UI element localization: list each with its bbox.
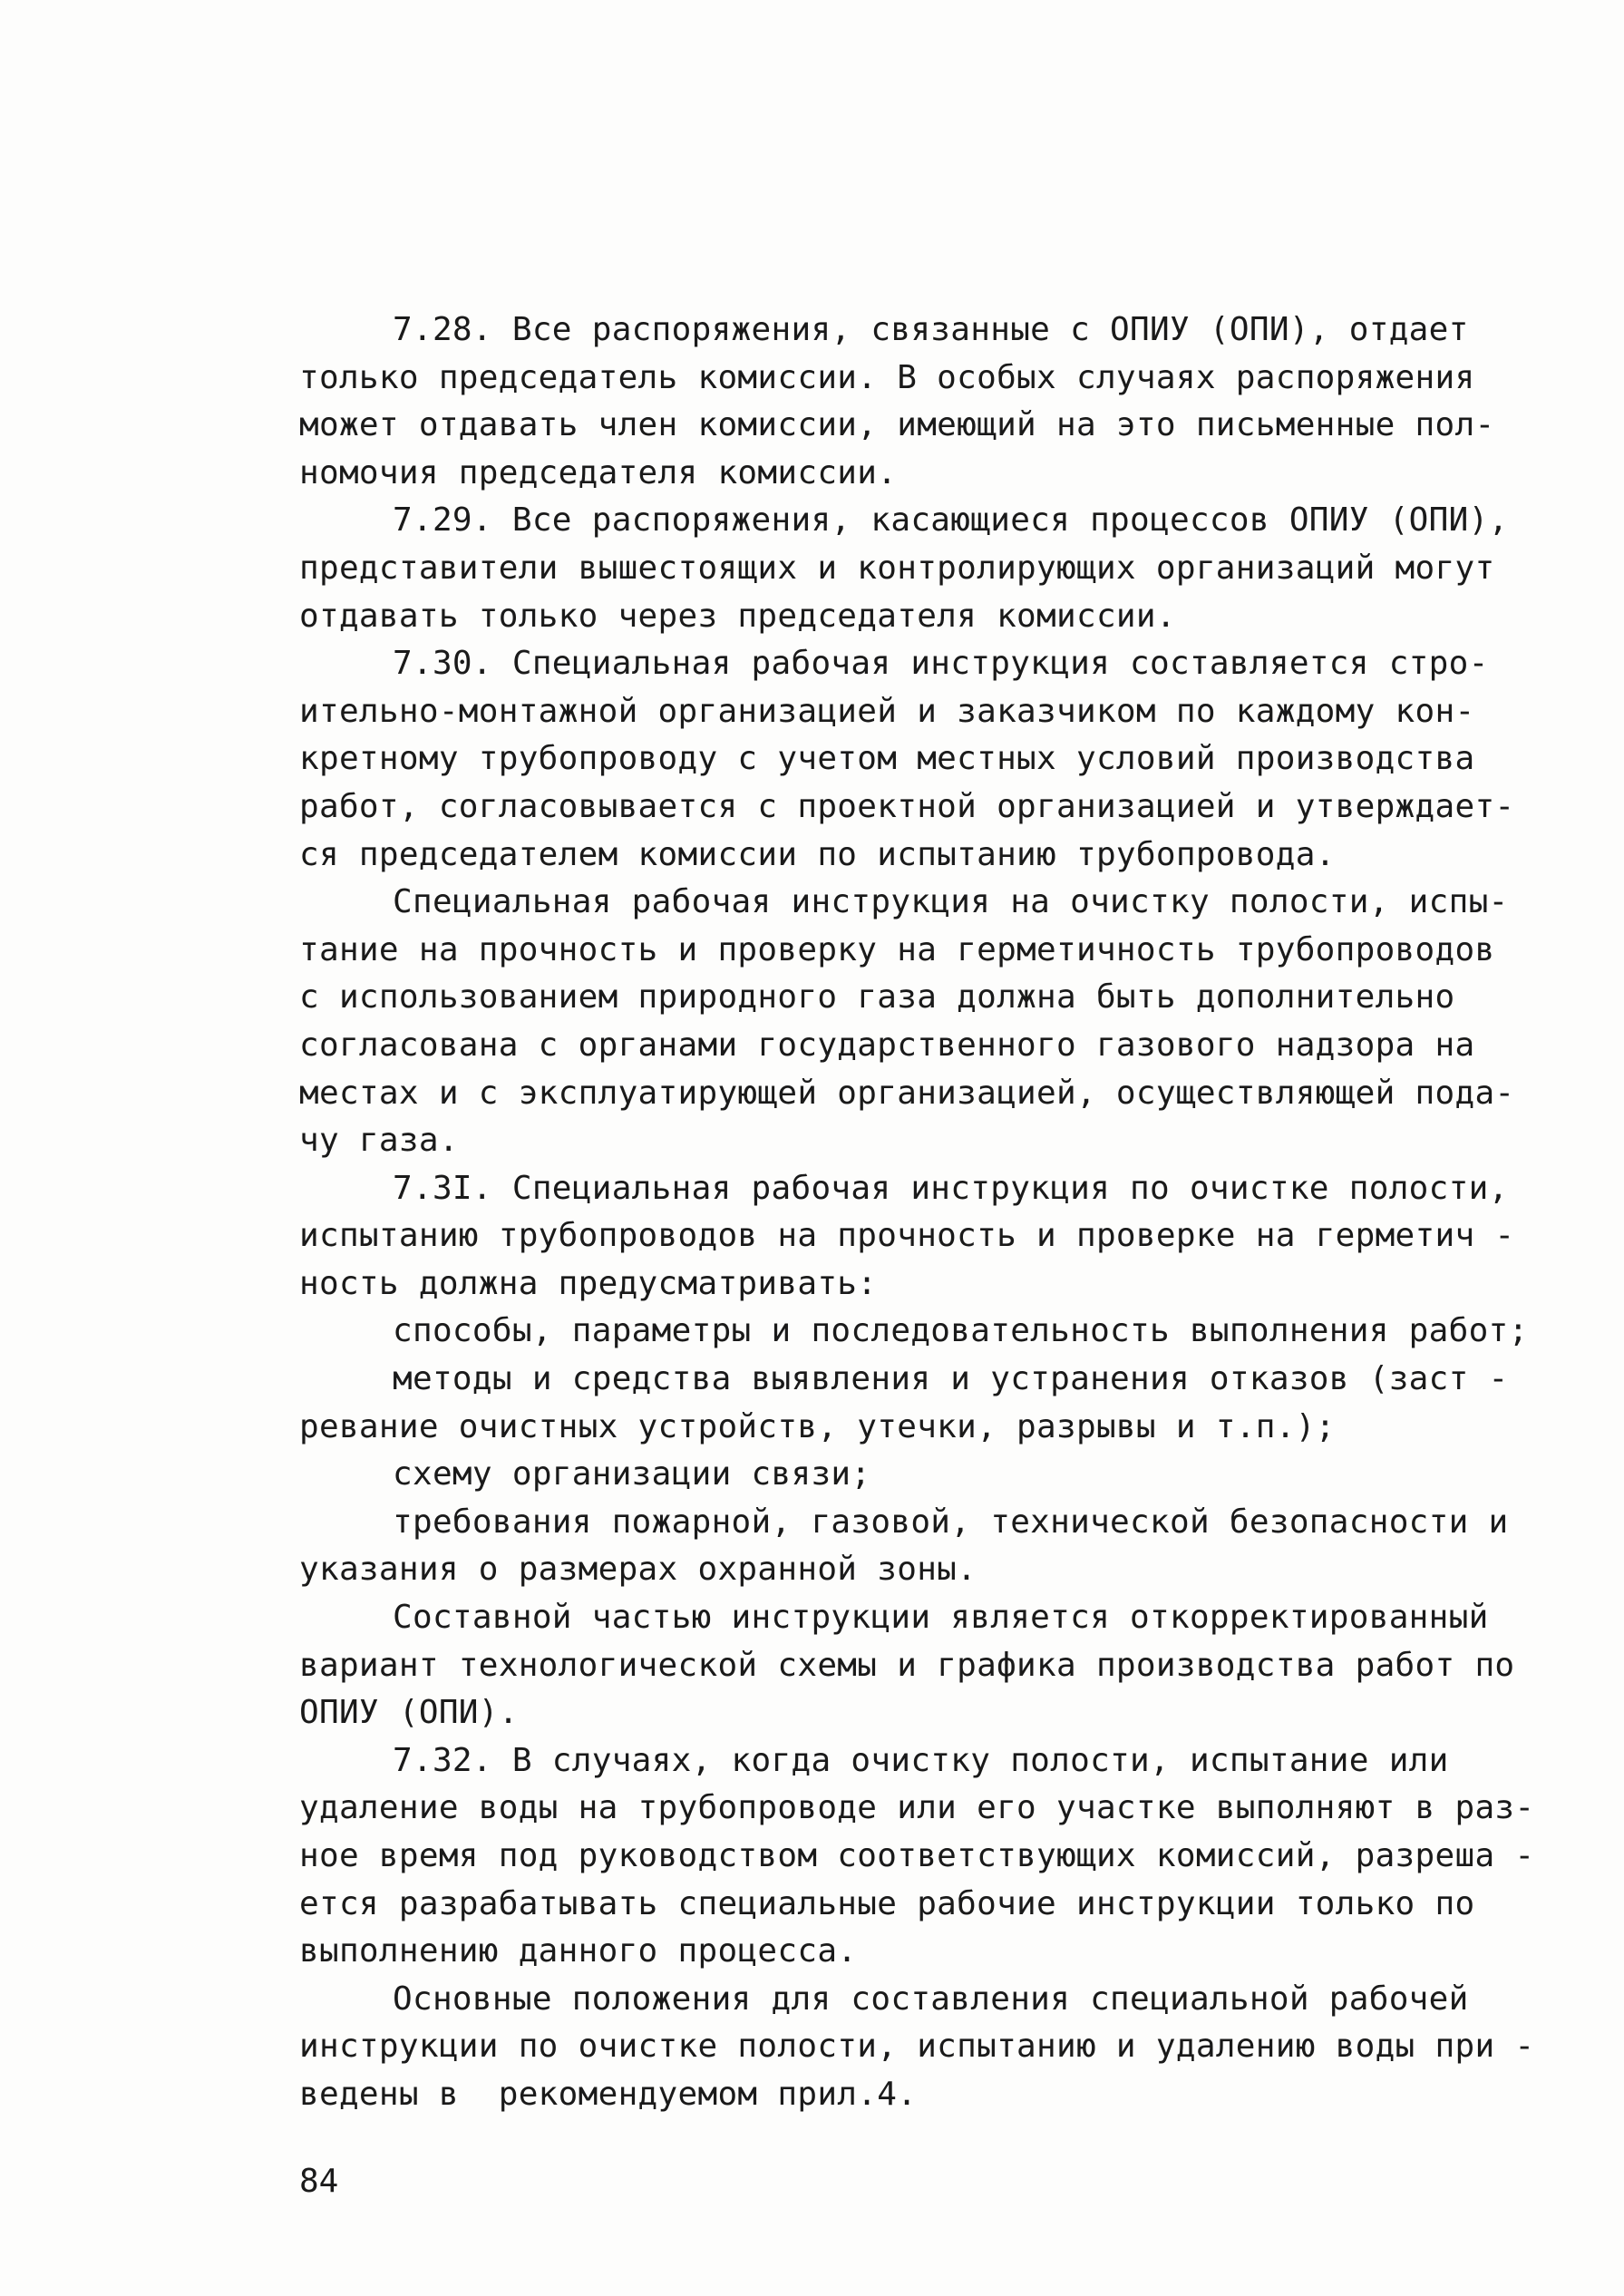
text-line: вариант технологической схемы и графика производства работ по (299, 1646, 1515, 1684)
text-line: отдавать только через председателя комиссии. (299, 597, 1176, 635)
text-line: 7.3I. Специальная рабочая инструкция по очистке полости, (393, 1169, 1509, 1207)
text-line: номочия председателя комиссии. (299, 453, 898, 491)
text-line: испытанию трубопроводов на прочность и проверке на герметич - (299, 1217, 1515, 1255)
text-line: может отдавать член комиссии, имеющий на это письменные пол- (299, 406, 1495, 444)
text-line: инструкции по очистке полости, испытанию и удалению воды при - (299, 2028, 1535, 2066)
text-line: работ, согласовывается с проектной организацией и утверждает- (299, 787, 1515, 825)
text-line: удаление воды на трубопроводе или его участке выполняют в раз- (299, 1789, 1535, 1827)
text-line: ревание очистных устройств, утечки, разрывы и т.п.); (299, 1407, 1336, 1445)
text-line: местах и с эксплуатирующей организацией, осуществляющей пода- (299, 1074, 1515, 1112)
text-line: 7.28. Все распоряжения, связанные с ОПИУ (ОПИ), отдает (393, 311, 1469, 348)
text-line: тание на прочность и проверку на герметичность трубопроводов (299, 930, 1495, 968)
text-line: Основные положения для составления специальной рабочей (393, 1980, 1469, 2018)
text-line: 7.32. В случаях, когда очистку полости, испытание или (393, 1741, 1449, 1779)
text-line: требования пожарной, газовой, технической безопасности и (393, 1503, 1509, 1541)
text-line: 7.30. Специальная рабочая инструкция составляется стро- (393, 645, 1489, 683)
text-line: представители вышестоящих и контролирующих организаций могут (299, 549, 1495, 587)
text-line: схему организации связи; (393, 1455, 871, 1493)
text-line: ведены в рекомендуемом прил.4. (299, 2075, 918, 2113)
text-line: выполнению данного процесса. (299, 1932, 858, 1970)
text-line: ется разрабатывать специальные рабочие инструкции только по (299, 1884, 1475, 1922)
text-line: ное время под руководством соответствующих комиссий, разреша - (299, 1837, 1535, 1874)
text-line: указания о размерах охранной зоны. (299, 1551, 977, 1589)
text-line: только председатель комиссии. В особых случаях распоряжения (299, 358, 1475, 396)
text-line: чу газа. (299, 1122, 459, 1160)
text-line: 7.29. Все распоряжения, касающиеся процессов ОПИУ (ОПИ), (393, 501, 1509, 540)
text-line: ОПИУ (ОПИ). (299, 1694, 519, 1732)
text-line: кретному трубопроводу с учетом местных условий производства (299, 740, 1475, 778)
text-line: с использованием природного газа должна быть дополнительно (299, 978, 1455, 1017)
text-line: способы, параметры и последовательность выполнения работ; (393, 1312, 1529, 1350)
text-line: методы и средства выявления и устранения отказов (заст - (393, 1360, 1509, 1398)
page-number: 84 (299, 2163, 339, 2200)
document-body (299, 306, 1535, 2119)
text-line: ность должна предусматривать: (299, 1264, 878, 1302)
text-line: согласована с органами государственного газового надзора на (299, 1026, 1475, 1064)
text-line: ительно-монтажной организацией и заказчиком по каждому кон- (299, 692, 1475, 730)
text-line: ся председателем комиссии по испытанию трубопровода. (299, 835, 1336, 873)
text-line: Специальная рабочая инструкция на очистку полости, испы- (393, 883, 1509, 921)
text-line: Составной частью инструкции является откорректированный (393, 1599, 1489, 1637)
